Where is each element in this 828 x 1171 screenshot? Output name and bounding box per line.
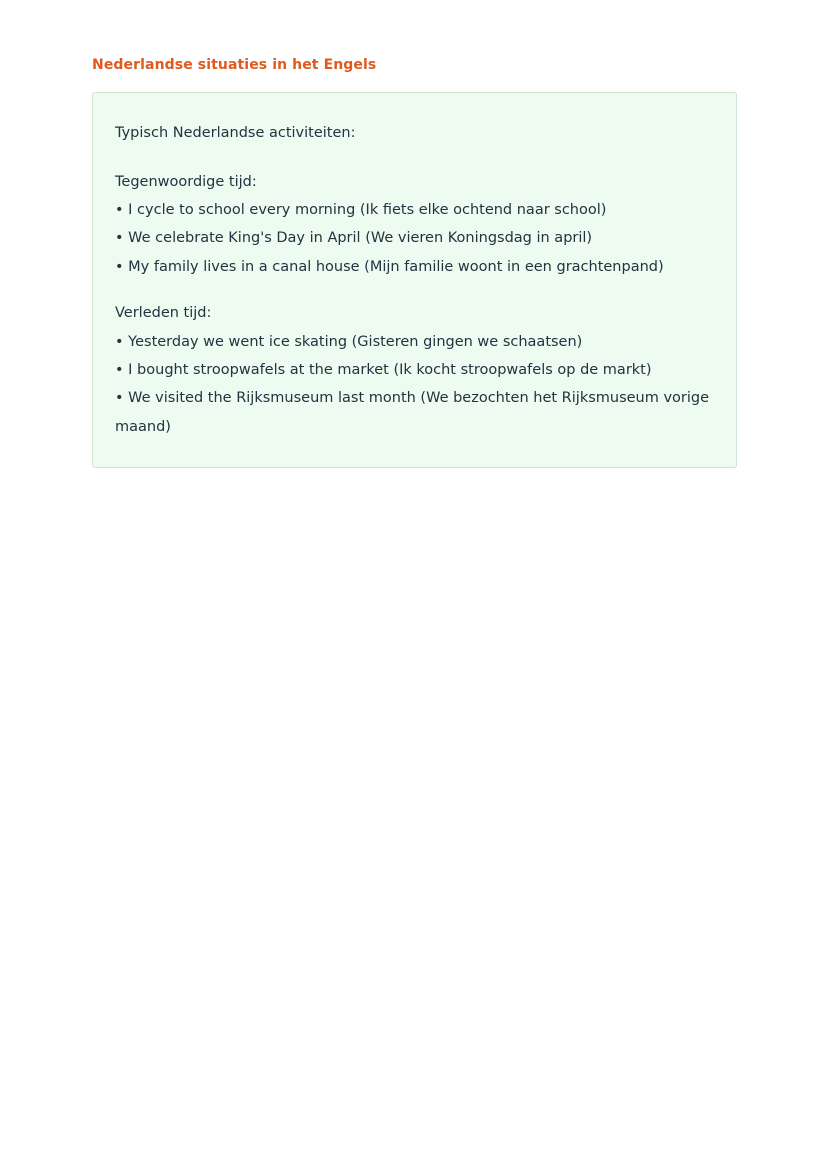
example-sentence: • I bought stroopwafels at the market (Ik kocht stroopwafels op de markt) xyxy=(115,362,652,379)
example-sentence: • Yesterday we went ice skating (Gisteren gingen we schaatsen) xyxy=(115,333,583,350)
example-sentence: • We visited the Rijksmuseum last month (We bezochten het Rijksmuseum vorige maand) xyxy=(115,390,710,435)
page-title: Nederlandse situaties in het Engels xyxy=(92,57,377,73)
group-heading: Tegenwoordige tijd: xyxy=(115,173,257,190)
example-sentence: • My family lives in a canal house (Mijn familie woont in een grachtenpand) xyxy=(115,258,664,275)
card-intro-text: Typisch Nederlandse activiteiten: xyxy=(115,125,356,142)
examples-card xyxy=(92,92,737,468)
group-heading: Verleden tijd: xyxy=(115,305,212,322)
example-sentence: • I cycle to school every morning (Ik fiets elke ochtend naar school) xyxy=(115,202,607,218)
group-present-tense xyxy=(115,168,714,282)
group-past-tense xyxy=(115,299,714,441)
example-sentence: • We celebrate King's Day in April (We vieren Koningsdag in april) xyxy=(115,230,593,247)
